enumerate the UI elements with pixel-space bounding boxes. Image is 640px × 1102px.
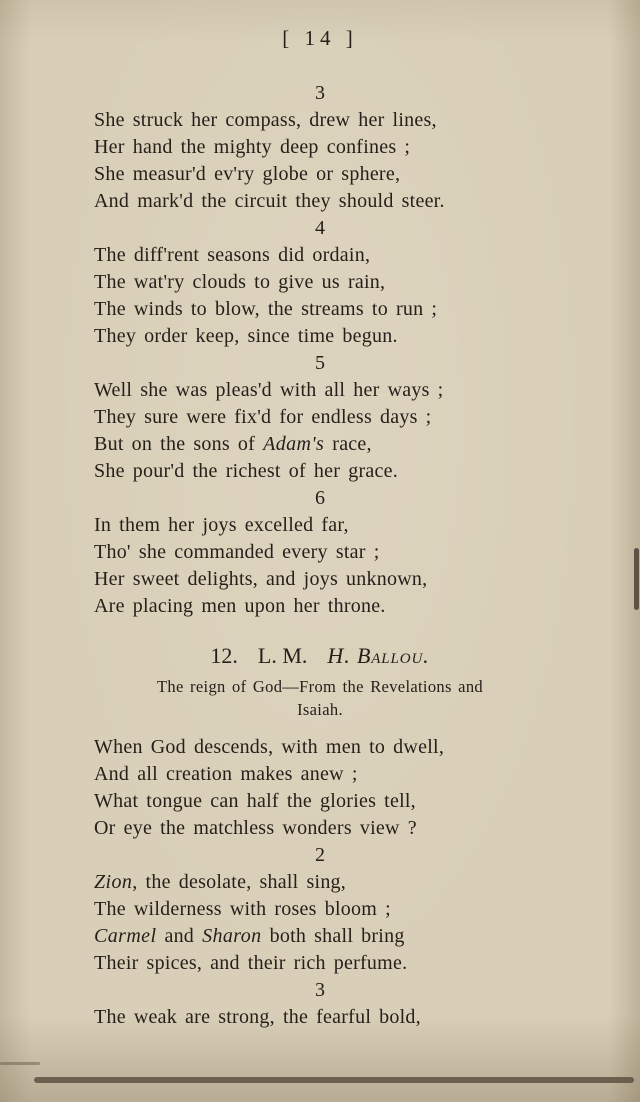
poem-line: When God descends, with men to dwell, xyxy=(94,736,445,758)
hymn-stanzas xyxy=(0,734,640,1031)
poem-line: She struck her compass, drew her lines, xyxy=(94,109,437,131)
poem-line: In them her joys excelled far, xyxy=(94,514,349,536)
poem-line: But on the sons of Adam's race, xyxy=(94,433,372,455)
poem-line: Their spices, and their rich perfume. xyxy=(94,952,408,974)
page-number: [ 14 ] xyxy=(282,26,358,50)
poem-line: Her sweet delights, and joys unknown, xyxy=(94,568,428,590)
poem-line: The winds to blow, the streams to run ; xyxy=(94,298,438,320)
poem-line: And mark'd the circuit they should steer. xyxy=(94,190,445,212)
scan-edge-mark-bottom xyxy=(34,1077,634,1083)
poem-line: And all creation makes anew ; xyxy=(94,763,358,785)
poem-line: They sure were fix'd for endless days ; xyxy=(94,406,432,428)
poem-line: Carmel and Sharon both shall bring xyxy=(94,925,405,947)
hymn-heading xyxy=(0,642,640,670)
scan-edge-mark-bottom-left xyxy=(0,1062,40,1065)
poem-line: Her hand the mighty deep confines ; xyxy=(94,136,411,158)
hymn-subtitle xyxy=(0,675,640,721)
poem-line: Zion, the desolate, shall sing, xyxy=(94,871,347,893)
poem-line: They order keep, since time begun. xyxy=(94,325,398,347)
poem-line: The wilderness with roses bloom ; xyxy=(94,898,391,920)
hymn-number: 12. xyxy=(210,643,238,668)
stanza-number: 4 xyxy=(315,217,325,239)
poem-line: The wat'ry clouds to give us rain, xyxy=(94,271,386,293)
poem-line: What tongue can half the glories tell, xyxy=(94,790,416,812)
stanza-number: 2 xyxy=(315,844,325,866)
poem-line: Well she was pleas'd with all her ways ; xyxy=(94,379,444,401)
scan-edge-mark-right xyxy=(634,548,639,610)
poem-line: Tho' she commanded every star ; xyxy=(94,541,380,563)
subtitle-line: Isaiah. xyxy=(297,700,343,719)
poem-line: Or eye the matchless wonders view ? xyxy=(94,817,417,839)
hymn-meter: L. M. xyxy=(257,643,308,668)
hymn-previous-stanzas xyxy=(0,80,640,620)
subtitle-line: The reign of God—From the Revelations and xyxy=(156,677,483,696)
stanza-number: 3 xyxy=(315,979,325,1001)
poem-line: The weak are strong, the fearful bold, xyxy=(94,1006,421,1028)
stanza-number: 6 xyxy=(315,487,325,509)
poem-line: Are placing men upon her throne. xyxy=(94,595,386,617)
stanza-number: 5 xyxy=(315,352,325,374)
stanza-number: 3 xyxy=(315,82,325,104)
poem-line: She measur'd ev'ry globe or sphere, xyxy=(94,163,401,185)
poem-line: The diff'rent seasons did ordain, xyxy=(94,244,371,266)
poem-line: She pour'd the richest of her grace. xyxy=(94,460,398,482)
hymn-author: H. Ballou. xyxy=(327,643,430,668)
